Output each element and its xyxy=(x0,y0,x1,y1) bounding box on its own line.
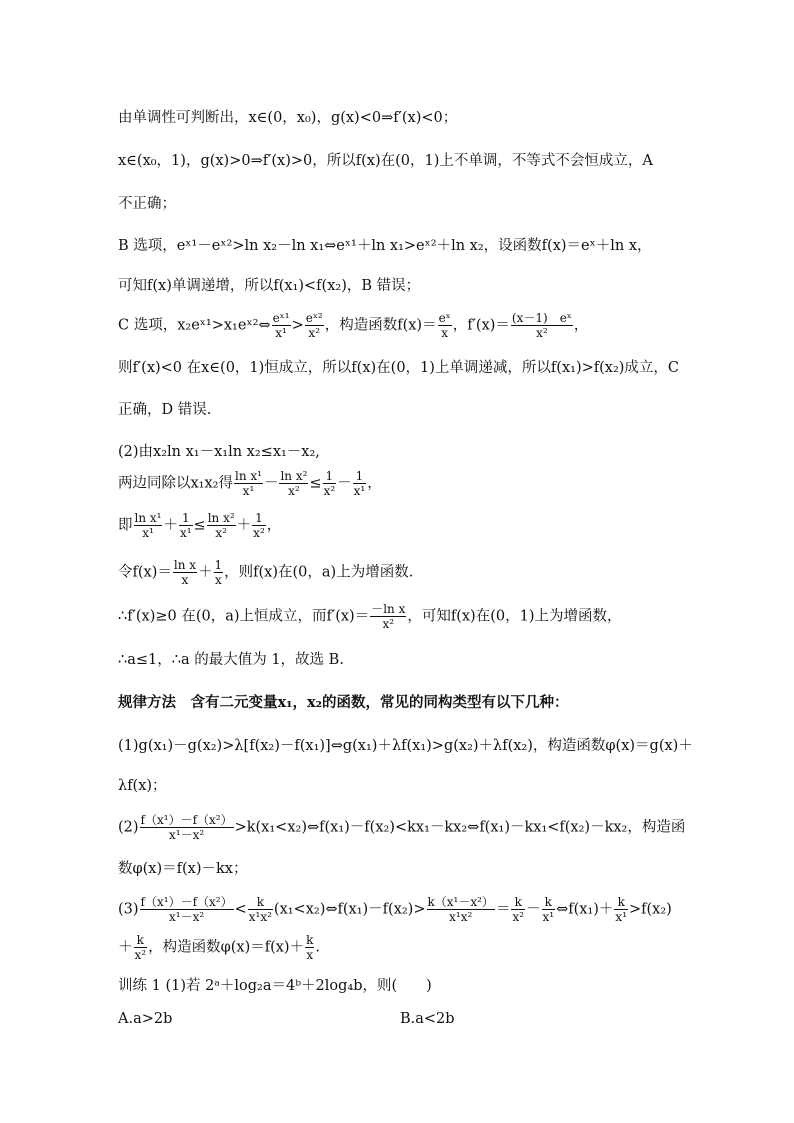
denominator: x xyxy=(306,948,314,962)
denominator: x² xyxy=(370,616,406,631)
denominator: x² xyxy=(207,525,236,540)
numerator: ln x¹ xyxy=(134,511,162,525)
lt-sign: < xyxy=(234,901,247,918)
numerator: k xyxy=(544,895,552,909)
numerator: eˣ² xyxy=(305,311,323,325)
fraction xyxy=(179,511,193,540)
numerator: f（x¹）－f（x²） xyxy=(140,813,233,827)
ji-line xyxy=(118,511,754,540)
fraction xyxy=(305,933,314,962)
fraction xyxy=(542,895,556,924)
fraction xyxy=(134,933,148,962)
denominator: x¹ xyxy=(615,910,627,924)
text-line-3: 不正确； xyxy=(118,196,176,212)
denominator: x¹－x² xyxy=(140,909,234,924)
minus-sign: － xyxy=(526,901,541,918)
denominator: x² xyxy=(279,483,308,498)
minus-sign: － xyxy=(337,475,352,492)
denominator: x² xyxy=(323,484,336,498)
c-option-line xyxy=(118,311,754,340)
denominator: x¹x² xyxy=(248,910,272,924)
numerator: k xyxy=(136,933,144,947)
divide-text: 两边同除以x₁x₂得 xyxy=(118,475,233,492)
numerator: k xyxy=(514,895,522,909)
c-text-e: ， xyxy=(573,317,589,334)
denominator: x¹－x² xyxy=(140,827,234,842)
ling-text-b: ，则f(x)在(0，a)上为增函数. xyxy=(224,564,414,581)
plus-sign: ＋ xyxy=(163,517,178,534)
denominator: x² xyxy=(511,325,573,340)
text-line-4: B 选项，eˣ¹－eˣ²>ln x₂－ln x₁⇔eˣ¹＋ln x₁>eˣ²＋ln x₂，设函数f(x)＝eˣ＋ln x， xyxy=(118,238,652,254)
denominator: x² xyxy=(134,948,147,962)
le-sign: ≤ xyxy=(193,517,206,534)
rule-2-cont: 数φ(x)＝f(x)－kx； xyxy=(118,861,248,877)
text-line-9: ∴a≤1，∴a 的最大值为 1，故选 B. xyxy=(118,652,344,668)
numerator: －ln x xyxy=(371,602,406,616)
deriv-line xyxy=(118,602,754,631)
numerator: eˣ xyxy=(438,311,451,325)
deriv-text-b: ，可知f(x)在(0，1)上为增函数， xyxy=(407,608,622,625)
ji-text: 即 xyxy=(118,517,133,534)
denominator: x¹ xyxy=(542,910,555,924)
fraction xyxy=(252,511,266,540)
fraction xyxy=(214,558,224,587)
numerator: ln x¹ xyxy=(234,469,262,483)
plus-sign: ＋ xyxy=(198,564,213,581)
numerator: ln x² xyxy=(207,511,235,525)
denominator: x xyxy=(438,325,452,340)
le-sign: ≤ xyxy=(309,475,322,492)
c-text-a: C 选项，x₂eˣ¹>x₁eˣ²⇔ xyxy=(118,317,271,334)
numerator: 1 xyxy=(214,558,223,572)
fraction xyxy=(234,469,263,498)
fraction xyxy=(305,311,324,340)
fraction xyxy=(134,511,163,540)
fraction xyxy=(511,895,525,924)
denominator: x¹ xyxy=(272,325,291,340)
fraction xyxy=(279,469,308,498)
ling-text-a: 令f(x)＝ xyxy=(118,564,172,581)
fraction xyxy=(370,602,406,631)
denominator: x¹x² xyxy=(427,909,495,924)
numerator: 1 xyxy=(355,469,364,483)
fraction xyxy=(511,311,573,340)
text-line-1: 由单调性可判断出，x∈(0，x₀)，g(x)<0⇒f′(x)<0； xyxy=(118,110,458,126)
minus-sign: － xyxy=(263,475,279,492)
exercise-line: 训练 1 (1)若 2ᵃ＋log₂a＝4ᵇ＋2log₄b，则( ) xyxy=(118,978,432,994)
numerator: eˣ¹ xyxy=(272,311,290,325)
fraction xyxy=(272,311,291,340)
option-a: A.a>2b xyxy=(118,1011,173,1027)
rule3-text-b: (x₁<x₂)⇔f(x₁)－f(x₂)> xyxy=(273,901,426,918)
rule-3 xyxy=(118,895,754,924)
rule3b-text: ，构造函数φ(x)＝f(x)＋ xyxy=(148,939,305,956)
rule2-num: (2) xyxy=(118,819,139,836)
denominator: x xyxy=(173,572,197,587)
denominator: x¹ xyxy=(234,483,263,498)
denominator: x¹ xyxy=(353,484,366,498)
denominator: x¹ xyxy=(134,525,163,540)
fraction xyxy=(353,469,367,498)
numerator: ln x² xyxy=(280,469,308,483)
comma: ， xyxy=(367,475,382,492)
plus-sign: ＋ xyxy=(236,517,252,534)
numerator: k xyxy=(617,895,625,909)
denominator: x² xyxy=(253,526,265,540)
deriv-text-a: ∴f′(x)≥0 在(0，a)上恒成立，而f′(x)＝ xyxy=(118,608,370,625)
numerator: 1 xyxy=(181,511,190,525)
text-line-2: x∈(x₀，1)，g(x)>0⇒f′(x)>0，所以f(x)在(0，1)上不单调，不等式不会恒成立，A xyxy=(118,153,653,169)
comma: ， xyxy=(266,517,282,534)
c-text-c: ，f′(x)＝ xyxy=(452,317,510,334)
c-text-b: ，构造函数f(x)＝ xyxy=(324,317,437,334)
fraction xyxy=(614,895,628,924)
plus-sign: ＋ xyxy=(118,939,133,956)
numerator: 1 xyxy=(325,469,334,483)
fraction xyxy=(207,511,236,540)
numerator: k xyxy=(256,895,264,909)
rule-1-cont: λf(x)； xyxy=(118,778,167,794)
ling-line xyxy=(118,558,754,587)
fraction xyxy=(323,469,337,498)
fraction xyxy=(427,895,495,924)
text-line-5: 可知f(x)单调递增，所以f(x₁)<f(x₂)，B 错误； xyxy=(118,278,421,294)
rule-heading: 规律方法 含有二元变量x₁，x₂的函数，常见的同构类型有以下几种： xyxy=(118,694,569,711)
fraction xyxy=(173,558,197,587)
rule2-text: >k(x₁<x₂)⇔f(x₁)－f(x₂)<kx₁－kx₂⇔f(x₁)－kx₁<f(x₂)－kx₂，构造函 xyxy=(234,819,686,836)
rule3-num: (3) xyxy=(118,901,139,918)
numerator: ln x xyxy=(173,558,197,572)
rule-2 xyxy=(118,813,754,842)
options-line xyxy=(118,1009,754,1029)
period: . xyxy=(315,939,320,956)
fraction xyxy=(140,895,234,924)
eq-sign: ＝ xyxy=(495,901,511,918)
denominator: x¹ xyxy=(179,526,192,540)
divide-line xyxy=(118,469,754,498)
denominator: x² xyxy=(512,910,525,924)
numerator: f（x¹）－f（x²） xyxy=(140,895,233,909)
rule-3-cont xyxy=(118,933,754,962)
fraction xyxy=(140,813,234,842)
numerator: k（x¹－x²） xyxy=(427,895,494,909)
numerator: (x－1) eˣ xyxy=(511,311,572,325)
text-line-7: 正确，D 错误. xyxy=(118,402,212,418)
denominator: x xyxy=(214,573,222,587)
option-b: B.a<2b xyxy=(400,1011,455,1027)
rule3-text-c: ⇔f(x₁)＋ xyxy=(556,901,614,918)
text-line-6: 则f′(x)<0 在x∈(0，1)恒成立，所以f(x)在(0，1)上单调递减，所以f(x₁)>f(x₂)成立，C xyxy=(118,360,680,376)
gt-sign: > xyxy=(291,317,304,334)
text-line-8: (2)由x₂ln x₁－x₁ln x₂≤x₁－x₂, xyxy=(118,444,320,460)
rule-1: (1)g(x₁)－g(x₂)>λ[f(x₂)－f(x₁)]⇔g(x₁)＋λf(x₁)>g(x₂)＋λf(x₂)，构造函数φ(x)＝g(x)＋ xyxy=(118,738,693,754)
denominator: x² xyxy=(305,325,324,340)
numerator: k xyxy=(306,933,314,947)
fraction xyxy=(248,895,273,924)
numerator: 1 xyxy=(255,511,263,525)
rule3-text-d: >f(x₂) xyxy=(629,901,672,918)
fraction xyxy=(438,311,452,340)
